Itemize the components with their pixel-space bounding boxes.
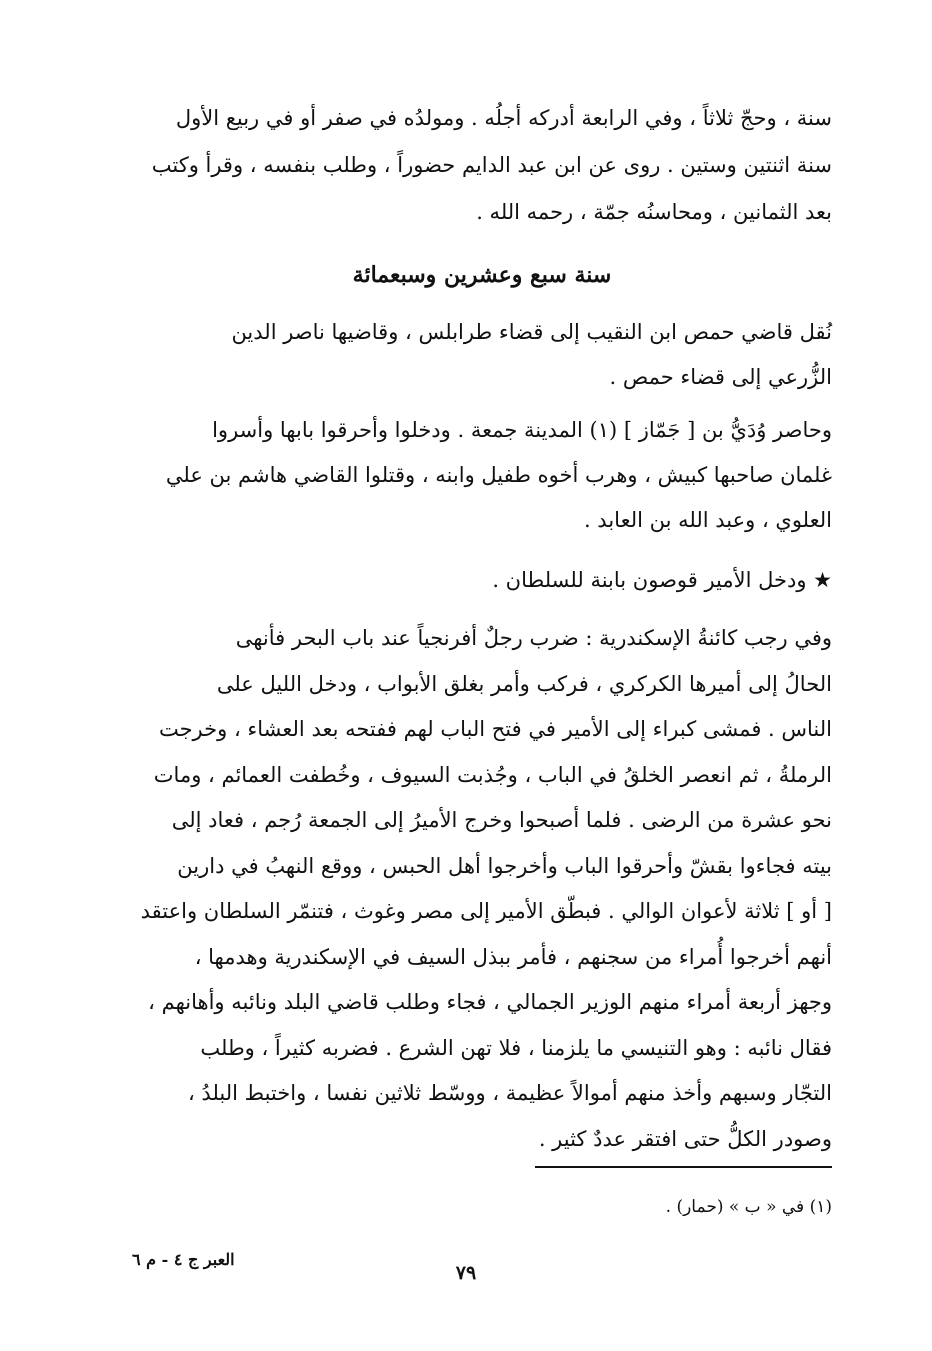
footnote: (١) في « ب » (حمار) . (665, 1197, 832, 1217)
text-line: العلوي ، وعبد الله بن العابد . (583, 508, 832, 532)
text-line: غلمان صاحبها كبيش ، وهرب أخوه طفيل وابنه ، وقتلوا القاضي هاشم بن علي (165, 463, 832, 487)
text-line: نحو عشرة من الرضى . فلما أصبحوا وخرج الأميرُ إلى الجمعة رُجم ، فعاد إلى (171, 808, 832, 832)
text-line: الناس . فمشى كبراء إلى الأمير في فتح الباب لهم ففتحه بعد العشاء ، وخرجت (158, 717, 832, 741)
text-line: وصودر الكلُّ حتى افتقر عددٌ كثير . (538, 1126, 832, 1151)
text-line: الحالُ إلى أميرها الكركري ، فركب وأمر بغلق الأبواب ، ودخل الليل على (216, 671, 832, 696)
text-line: وحاصر وُدَيُّ بن [ جَمّاز ] (١) المدينة جمعة . ودخلوا وأحرقوا بابها وأسروا (212, 418, 832, 442)
text-line: فقال نائبه : وهو التنيسي ما يلزمنا ، فلا تهن الشرع . فضربه كثيراً ، وطلب (200, 1035, 832, 1060)
text-line: أنهم أخرجوا أُمراء من سجنهم ، فأمر ببذل السيف في الإسكندرية وهدمها ، (194, 944, 832, 969)
footnote-divider (535, 1166, 832, 1168)
paragraph-alexandria (132, 628, 832, 1174)
text-line: سنة ، وحجّ ثلاثاً ، وفي الرابعة أدركه أجلُه . ومولدُه في صفر أو في ربيع الأول (175, 106, 832, 130)
paragraph-judge-transfer (132, 322, 832, 412)
paragraph-medina-siege (132, 420, 832, 555)
text-line: سنة اثنتين وستين . روى عن ابن عبد الدايم حضوراً ، وطلب بنفسه ، وقرأ وكتب (151, 153, 832, 177)
text-line: وجهز أربعة أمراء منهم الوزير الجمالي ، فجاء وطلب قاضي البلد ونائبه وأهانهم ، (148, 990, 832, 1014)
text-line: الرملةُ ، ثم انعصر الخلقُ في الباب ، وجُذبت السيوف ، وخُطفت العمائم ، ومات (153, 762, 832, 787)
text-line: ★ ودخل الأمير قوصون بابنة للسلطان . (492, 568, 832, 592)
printer-signature: العبر ج ٤ - م ٦ (132, 1250, 235, 1269)
section-heading: سنة سبع وعشرين وسبعمائة (352, 262, 612, 288)
intro-paragraph (132, 108, 832, 249)
page-number: ٧٩ (455, 1262, 477, 1284)
text-line: وفي رجب كائنةُ الإسكندرية : ضرب رجلٌ أفرنجياً عند باب البحر فأنهى (235, 626, 832, 650)
text-line: بيته فجاءوا بقشّ وأحرقوا الباب وأخرجوا أهل الحبس ، ووقع النهبُ في دارين (177, 853, 832, 878)
text-line: بعد الثمانين ، ومحاسنُه جمّة ، رحمه الله . (476, 200, 832, 224)
paragraph-qawsun (132, 570, 832, 591)
text-line: الزُّرعي إلى قضاء حمص . (609, 365, 832, 389)
text-line: نُقل قاضي حمص ابن النقيب إلى قضاء طرابلس ، وقاضيها ناصر الدين (231, 320, 832, 344)
text-line: [ أو ] ثلاثة لأعوان الوالي . فبطّق الأمير إلى مصر وغوث ، فتنمّر السلطان واعتقد (140, 899, 832, 923)
text-line: التجّار وسبهم وأخذ منهم أموالاً عظيمة ، ووسّط ثلاثين نفسا ، واختبط البلدُ ، (187, 1081, 832, 1105)
